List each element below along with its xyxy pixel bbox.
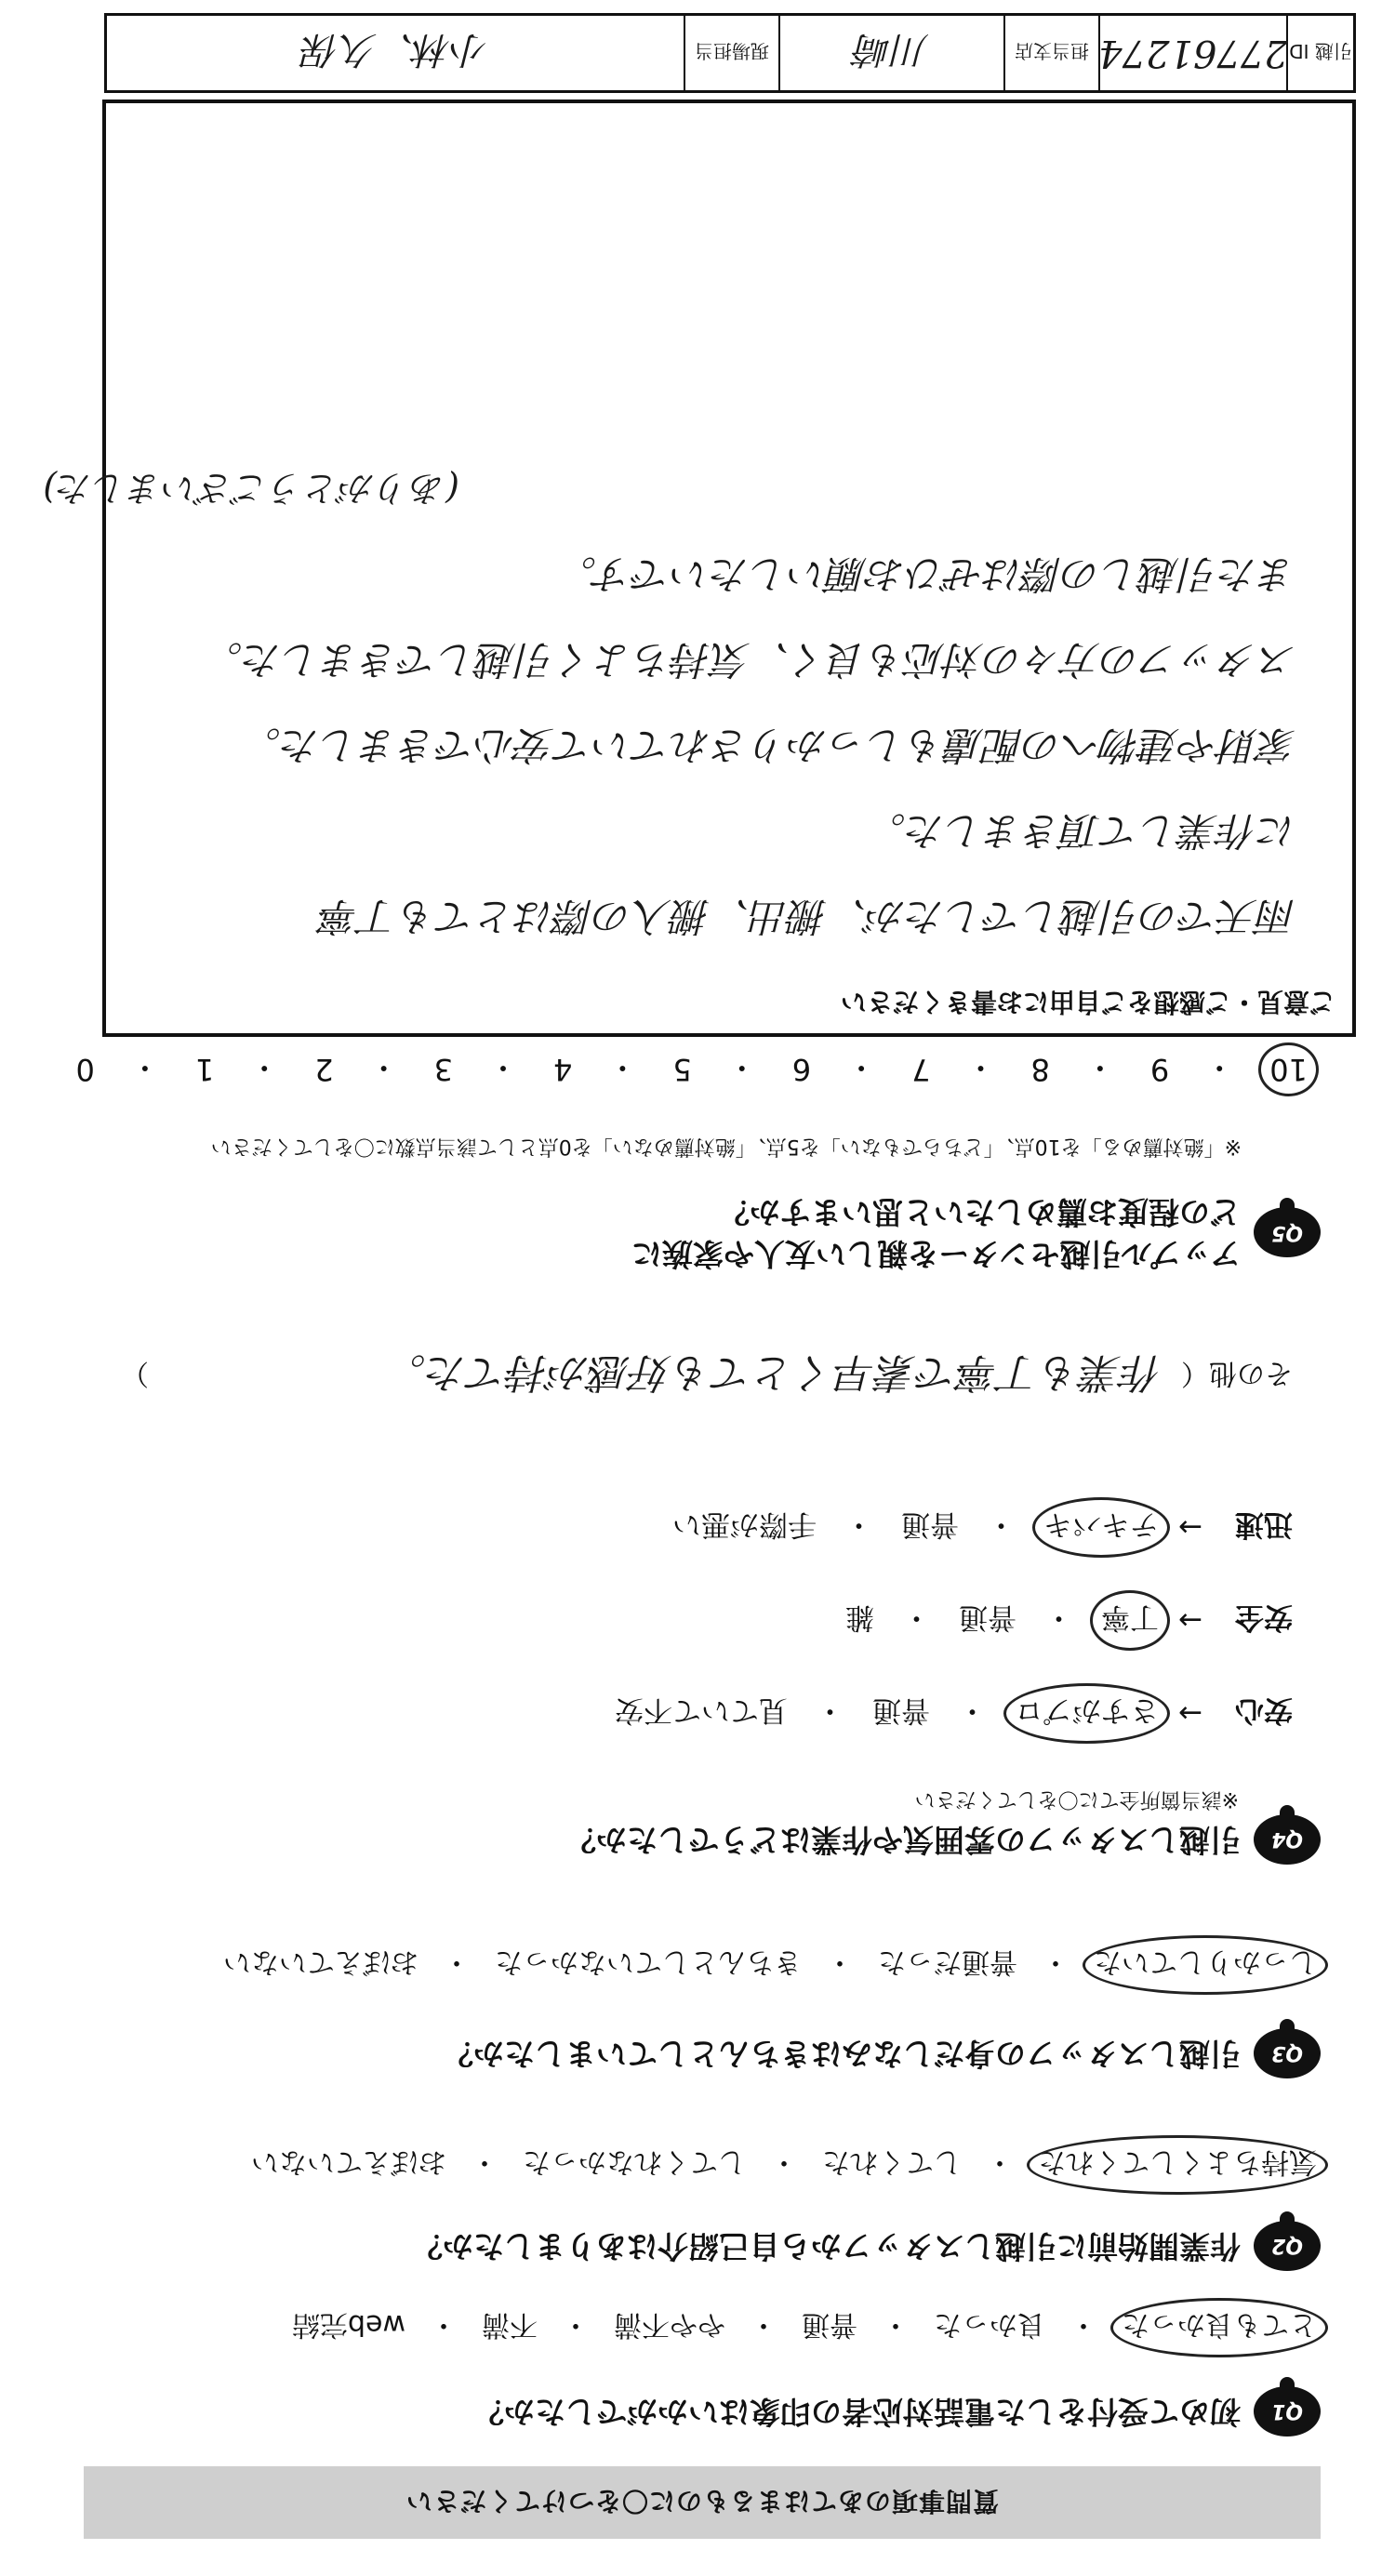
separator: ・: [1204, 1050, 1235, 1085]
separator: ・: [987, 1507, 1016, 1541]
separator: ・: [562, 2308, 590, 2341]
q5-score-1[interactable]: 1: [194, 1052, 215, 1087]
q3-option-4[interactable]: おぼえていない: [223, 1945, 418, 1978]
separator: ・: [1044, 1600, 1073, 1634]
leader-label: 現場担当: [684, 16, 778, 90]
q5-score-3[interactable]: 3: [433, 1052, 454, 1087]
q1-badge-label: Q1: [1271, 2399, 1304, 2423]
q5-score-0[interactable]: 0: [75, 1052, 95, 1087]
q5-score-10[interactable]: 10: [1266, 1052, 1311, 1087]
comment-line: 家財や建物への配慮もしっかりされていて安心できました。: [241, 723, 1296, 768]
q3-options: [219, 1945, 1321, 1985]
q1-text: 初めて受付をした電話対応者の印象はいかがでしたか？: [473, 2394, 1241, 2431]
id-value: 27761274: [1098, 16, 1286, 90]
q4-question: [565, 1814, 1321, 1865]
q2-option-3[interactable]: してくれなかった: [523, 2145, 746, 2178]
separator: ・: [816, 1693, 844, 1727]
q4-other-label: その他（: [1181, 1357, 1293, 1389]
q1-option-1[interactable]: とても良かった: [1118, 2307, 1321, 2348]
arrow-icon: →: [1178, 1510, 1202, 1545]
q4-other-row: [65, 1347, 1293, 1406]
q4-jinsoku-option-1[interactable]: テキパキ: [1040, 1507, 1162, 1548]
q2-option-1[interactable]: 気持ちよくしてくれた: [1034, 2144, 1321, 2185]
q3-option-3[interactable]: きちんとしていなかった: [495, 1945, 802, 1978]
arrow-icon: →: [1178, 1696, 1202, 1731]
q4-text: 引越しスタッフの雰囲気や作業はどうでしたか？: [565, 1822, 1241, 1859]
separator: ・: [882, 2308, 910, 2341]
q3-option-2[interactable]: 普通だった: [878, 1945, 1017, 1978]
separator: ・: [607, 1050, 638, 1085]
q4-other-text[interactable]: 作業も丁寧で素早くとても好感が持てた。: [385, 1348, 1162, 1396]
comment-line: 雨天での引越しでしたが、搬出、搬入の際はとても丁寧: [319, 894, 1296, 939]
q5-score-6[interactable]: 6: [791, 1052, 812, 1087]
q5-score-4[interactable]: 4: [553, 1052, 573, 1087]
q5-badge: [1254, 1207, 1321, 1257]
separator: ・: [488, 1050, 519, 1085]
separator: ・: [471, 2145, 498, 2178]
q5-text-line1: アップル引越センターを親しい友人や家族に: [631, 1236, 1241, 1272]
separator: ・: [986, 2145, 1014, 2178]
separator: ・: [958, 1693, 987, 1727]
q4-badge: [1254, 1814, 1321, 1865]
separator: ・: [1042, 1945, 1070, 1978]
q1-options: [288, 2307, 1321, 2348]
q5-score-2[interactable]: 2: [314, 1052, 334, 1087]
separator: ・: [770, 2145, 798, 2178]
q2-option-4[interactable]: おぼえていない: [251, 2145, 446, 2178]
q1-option-6[interactable]: web完結: [291, 2308, 405, 2341]
separator: ・: [430, 2308, 458, 2341]
q5-badge-label: Q5: [1271, 1220, 1304, 1244]
comment-line: スタッフの方々の対応も良く、気持ちよく引越しできました。: [203, 637, 1296, 683]
q1-option-2[interactable]: 良かった: [934, 2308, 1045, 2341]
q3-question: [443, 2028, 1321, 2078]
q5-text-line2: どの程度お薦めしたいと思いますか？: [719, 1194, 1241, 1231]
q2-option-2[interactable]: してくれた: [822, 2145, 962, 2178]
q1-option-3[interactable]: 普通: [802, 2308, 857, 2341]
q4-row-anshin: [611, 1693, 1293, 1734]
q4-row-anzen: [842, 1600, 1293, 1641]
q5-note: ※「絶対薦める」を10点、「どちらでもない」を5点、「絶対薦めない」を0点として該当点数に〇をしてください: [210, 1135, 1242, 1158]
q5-score-8[interactable]: 8: [1030, 1052, 1050, 1087]
q5-question: [631, 1191, 1321, 1274]
q4-other-close: ）: [121, 1357, 149, 1389]
separator: ・: [965, 1050, 996, 1085]
comment-box[interactable]: [43, 100, 1356, 1037]
id-label: 引越 ID: [1286, 16, 1353, 90]
branch-label: 担当支店: [1003, 16, 1098, 90]
q1-question: [473, 2386, 1321, 2437]
comment-line: また引越しの際はぜひお願いしたいです。: [557, 551, 1296, 597]
q5-score-5[interactable]: 5: [672, 1052, 692, 1087]
q4-note: ※該当箇所全てに〇をしてください: [914, 1787, 1239, 1811]
separator: ・: [750, 2308, 777, 2341]
q2-badge: [1254, 2221, 1321, 2271]
comment-line: (ありがとうございました): [43, 468, 459, 509]
separator: ・: [443, 1945, 471, 1978]
separator: ・: [844, 1507, 873, 1541]
separator: ・: [1070, 2308, 1097, 2341]
q4-jinsoku-option-3[interactable]: 手際が悪い: [672, 1507, 817, 1541]
q4-anshin-option-3[interactable]: 見ていて不安: [615, 1693, 788, 1727]
separator: ・: [368, 1050, 399, 1085]
q4-row-label: 安全: [1235, 1600, 1293, 1634]
q4-row-label: 安心: [1235, 1693, 1293, 1727]
q4-jinsoku-option-2[interactable]: 普通: [901, 1507, 959, 1541]
q3-option-1[interactable]: しっかりしていた: [1090, 1945, 1321, 1985]
q1-badge: [1254, 2386, 1321, 2437]
separator: ・: [846, 1050, 877, 1085]
separator: ・: [129, 1050, 160, 1085]
instruction-bar: [84, 2466, 1321, 2539]
q4-row-jinsoku: [669, 1507, 1293, 1548]
q4-row-label: 迅速: [1235, 1507, 1293, 1541]
q2-text: 作業開始前に引越しスタッフから自己紹介はありましたか？: [412, 2228, 1241, 2265]
q3-text: 引越しスタッフの身だしなみはきちんとしていましたか？: [443, 2036, 1241, 2073]
q5-score-9[interactable]: 9: [1149, 1052, 1170, 1087]
comment-label: ご意見・ご感想をご自由にお書きください: [840, 987, 1335, 1017]
instruction-text: 質問事項のあてはまるものに〇をつけてください: [405, 2486, 1000, 2516]
q4-anzen-option-1[interactable]: 丁寧: [1097, 1600, 1162, 1641]
separator: ・: [1084, 1050, 1115, 1085]
q4-anzen-option-2[interactable]: 普通: [959, 1600, 1016, 1634]
separator: ・: [249, 1050, 280, 1085]
q2-options: [247, 2144, 1321, 2185]
q1-option-4[interactable]: やや不満: [614, 2308, 725, 2341]
q5-scale: [73, 1048, 1311, 1091]
q3-badge-label: Q3: [1271, 2041, 1304, 2065]
arrow-icon: →: [1178, 1603, 1202, 1638]
q3-badge: [1254, 2028, 1321, 2078]
comment-text: [43, 445, 1296, 959]
q1-option-5[interactable]: 不満: [482, 2308, 538, 2341]
q4-badge-label: Q4: [1271, 1827, 1304, 1852]
leader-value: 小林、久保: [302, 28, 488, 72]
separator: ・: [826, 1945, 854, 1978]
q5-score-7[interactable]: 7: [911, 1052, 931, 1087]
q4-anshin-option-1[interactable]: さすがプロ: [1011, 1693, 1162, 1734]
separator: ・: [726, 1050, 757, 1085]
q4-anshin-option-2[interactable]: 普通: [872, 1693, 930, 1727]
q4-anzen-option-3[interactable]: 雑: [845, 1600, 874, 1634]
id-table: [104, 13, 1356, 93]
q2-badge-label: Q2: [1271, 2234, 1304, 2258]
q2-question: [412, 2221, 1321, 2271]
branch-value: 川崎: [778, 16, 1003, 90]
comment-line: に作業して頂きました。: [866, 808, 1296, 854]
separator: ・: [902, 1600, 931, 1634]
